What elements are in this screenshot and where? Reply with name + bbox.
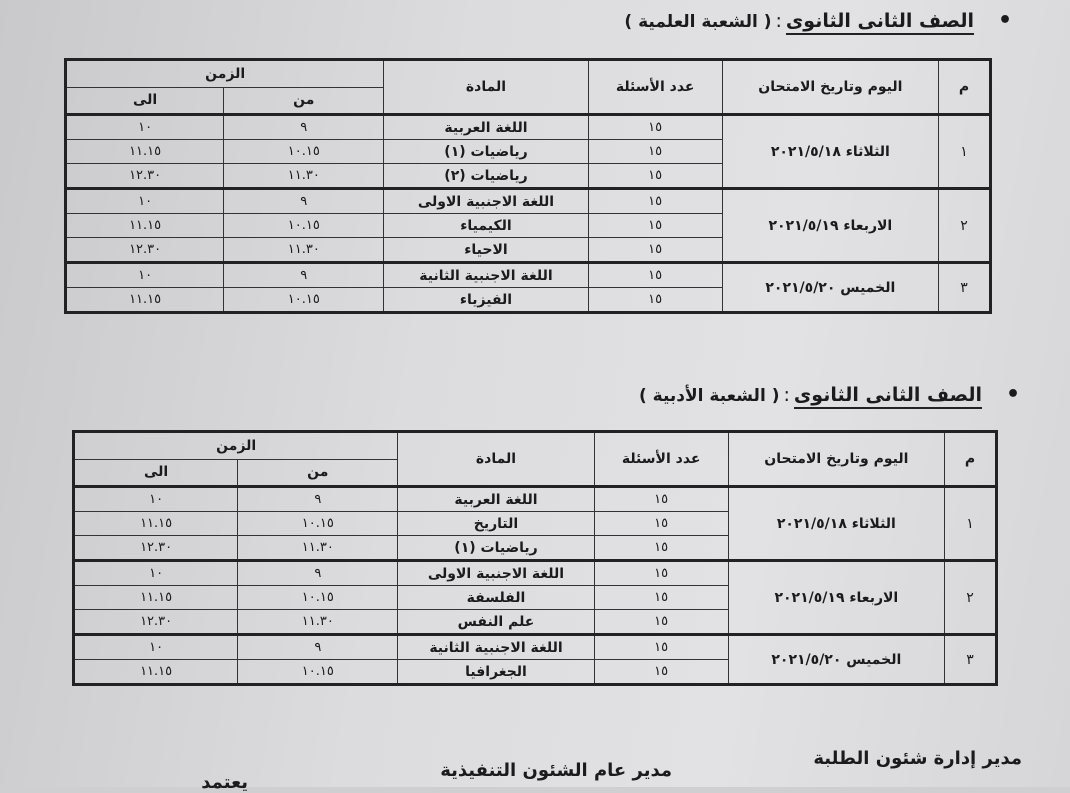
subject: الفلسفة bbox=[398, 586, 594, 610]
subject: الفيزياء bbox=[384, 288, 588, 313]
question-count: ١٥ bbox=[594, 660, 728, 685]
signature-exec-affairs: مدير عام الشئون التنفيذية bbox=[440, 760, 672, 781]
question-count: ١٥ bbox=[594, 561, 728, 586]
section-heading-scientific bbox=[624, 8, 1012, 33]
time-to: ١٠ bbox=[74, 561, 238, 586]
signature-student-affairs: مدير إدارة شئون الطلبة bbox=[813, 748, 1022, 769]
heading-separator: : bbox=[775, 10, 782, 32]
question-count: ١٥ bbox=[594, 512, 728, 536]
time-from: ١٠.١٥ bbox=[224, 214, 384, 238]
question-count: ١٥ bbox=[588, 214, 722, 238]
subject: اللغة الاجنبية الثانية bbox=[398, 635, 594, 660]
question-count: ١٥ bbox=[588, 164, 722, 189]
exam-day: الخميس ٢٠٢١/٥/٢٠ bbox=[722, 263, 938, 313]
time-from: ١١.٣٠ bbox=[238, 610, 398, 635]
exam-day: الخميس ٢٠٢١/٥/٢٠ bbox=[728, 635, 944, 685]
header-num: م bbox=[938, 60, 990, 115]
time-from: ١٠.١٥ bbox=[224, 140, 384, 164]
table-row bbox=[66, 189, 991, 214]
subject: الاحياء bbox=[384, 238, 588, 263]
row-index: ١ bbox=[938, 115, 990, 189]
time-to: ١٠ bbox=[74, 487, 238, 512]
header-subject: المادة bbox=[398, 432, 594, 487]
question-count: ١٥ bbox=[594, 536, 728, 561]
row-index: ١ bbox=[944, 487, 996, 561]
header-time: الزمن bbox=[74, 432, 398, 460]
exam-day: الثلاثاء ٢٠٢١/٥/١٨ bbox=[728, 487, 944, 561]
heading-main: الصف الثانى الثانوى bbox=[794, 384, 982, 409]
bullet-icon: • bbox=[997, 8, 1012, 33]
exam-day: الثلاثاء ٢٠٢١/٥/١٨ bbox=[722, 115, 938, 189]
time-to: ١١.١٥ bbox=[74, 586, 238, 610]
header-subject: المادة bbox=[384, 60, 588, 115]
table-row bbox=[74, 561, 997, 586]
time-from: ٩ bbox=[238, 561, 398, 586]
time-to: ١١.١٥ bbox=[74, 512, 238, 536]
schedule-table-literary bbox=[72, 430, 998, 686]
subject: رياضيات (٢) bbox=[384, 164, 588, 189]
question-count: ١٥ bbox=[588, 263, 722, 288]
header-num: م bbox=[944, 432, 996, 487]
time-from: ٩ bbox=[224, 189, 384, 214]
table-row bbox=[66, 115, 991, 140]
header-time: الزمن bbox=[66, 60, 384, 88]
question-count: ١٥ bbox=[588, 238, 722, 263]
subject: اللغة الاجنبية الثانية bbox=[384, 263, 588, 288]
time-to: ١٠ bbox=[66, 189, 224, 214]
subject: الكيمياء bbox=[384, 214, 588, 238]
time-from: ١٠.١٥ bbox=[238, 586, 398, 610]
header-count: عدد الأسئلة bbox=[588, 60, 722, 115]
question-count: ١٥ bbox=[594, 610, 728, 635]
question-count: ١٥ bbox=[594, 487, 728, 512]
time-to: ١١.١٥ bbox=[74, 660, 238, 685]
time-to: ١٠ bbox=[66, 263, 224, 288]
time-to: ١٢.٣٠ bbox=[66, 238, 224, 263]
header-day: اليوم وتاريخ الامتحان bbox=[722, 60, 938, 115]
question-count: ١٥ bbox=[588, 115, 722, 140]
time-from: ١٠.١٥ bbox=[238, 660, 398, 685]
subject: التاريخ bbox=[398, 512, 594, 536]
table-row bbox=[66, 263, 991, 288]
heading-separator: : bbox=[783, 384, 790, 406]
subject: علم النفس bbox=[398, 610, 594, 635]
subject: اللغة العربية bbox=[384, 115, 588, 140]
time-from: ٩ bbox=[238, 635, 398, 660]
question-count: ١٥ bbox=[588, 189, 722, 214]
signature-approve: يعتمد bbox=[201, 772, 248, 793]
question-count: ١٥ bbox=[594, 635, 728, 660]
row-index: ٣ bbox=[938, 263, 990, 313]
time-to: ١١.١٥ bbox=[66, 288, 224, 313]
question-count: ١٥ bbox=[594, 586, 728, 610]
time-to: ١١.١٥ bbox=[66, 214, 224, 238]
heading-branch: ( الشعبة العلمية ) bbox=[624, 12, 772, 32]
time-from: ١١.٣٠ bbox=[224, 164, 384, 189]
row-index: ٢ bbox=[944, 561, 996, 635]
time-to: ١٢.٣٠ bbox=[74, 610, 238, 635]
time-from: ٩ bbox=[224, 263, 384, 288]
exam-day: الاربعاء ٢٠٢١/٥/١٩ bbox=[722, 189, 938, 263]
subject: رياضيات (١) bbox=[384, 140, 588, 164]
table-row bbox=[74, 635, 997, 660]
subject: الجغرافيا bbox=[398, 660, 594, 685]
section-heading-literary bbox=[638, 382, 1020, 407]
table-row bbox=[74, 487, 997, 512]
time-from: ١٠.١٥ bbox=[238, 512, 398, 536]
time-from: ١١.٣٠ bbox=[224, 238, 384, 263]
time-to: ١٢.٣٠ bbox=[66, 164, 224, 189]
header-to: الى bbox=[74, 459, 238, 487]
row-index: ٢ bbox=[938, 189, 990, 263]
row-index: ٣ bbox=[944, 635, 996, 685]
heading-branch: ( الشعبة الأدبية ) bbox=[638, 386, 780, 406]
header-to: الى bbox=[66, 87, 224, 115]
heading-main: الصف الثانى الثانوى bbox=[786, 10, 974, 35]
time-from: ١٠.١٥ bbox=[224, 288, 384, 313]
time-to: ١٢.٣٠ bbox=[74, 536, 238, 561]
time-from: ١١.٣٠ bbox=[238, 536, 398, 561]
subject: رياضيات (١) bbox=[398, 536, 594, 561]
header-from: من bbox=[224, 87, 384, 115]
subject: اللغة الاجنبية الاولى bbox=[398, 561, 594, 586]
exam-day: الاربعاء ٢٠٢١/٥/١٩ bbox=[728, 561, 944, 635]
subject: اللغة العربية bbox=[398, 487, 594, 512]
bullet-icon: • bbox=[1005, 382, 1020, 407]
time-to: ١٠ bbox=[66, 115, 224, 140]
time-to: ١١.١٥ bbox=[66, 140, 224, 164]
header-count: عدد الأسئلة bbox=[594, 432, 728, 487]
time-from: ٩ bbox=[224, 115, 384, 140]
header-day: اليوم وتاريخ الامتحان bbox=[728, 432, 944, 487]
time-from: ٩ bbox=[238, 487, 398, 512]
time-to: ١٠ bbox=[74, 635, 238, 660]
schedule-table-scientific bbox=[64, 58, 992, 314]
question-count: ١٥ bbox=[588, 288, 722, 313]
header-from: من bbox=[238, 459, 398, 487]
subject: اللغة الاجنبية الاولى bbox=[384, 189, 588, 214]
question-count: ١٥ bbox=[588, 140, 722, 164]
